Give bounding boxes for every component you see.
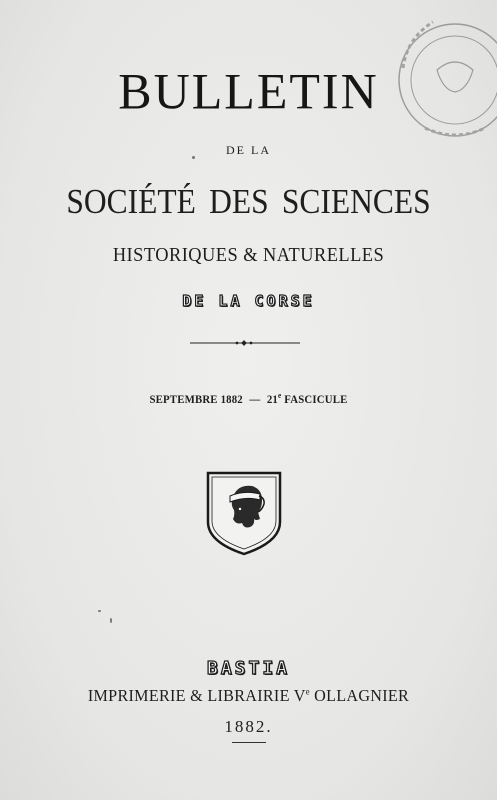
- imprint-printer: [12, 686, 484, 706]
- cover-title: BULLETIN: [118, 62, 379, 120]
- year-underline: [232, 742, 266, 743]
- issue-line: [25, 391, 472, 407]
- imprint-year: 1882.: [224, 717, 273, 736]
- issue-number-sup: e: [278, 391, 282, 400]
- paper-speck: [192, 156, 195, 159]
- cover-region: DE LA CORSE: [182, 292, 315, 310]
- moor-head-crest-icon: [205, 470, 283, 556]
- issue-dash: —: [249, 392, 261, 406]
- cover-de-la: DE LA: [226, 143, 271, 157]
- issue-number: 21: [266, 392, 279, 406]
- cover-societe: SOCIÉTÉ DES SCIENCES: [66, 182, 431, 221]
- ornament-rule-icon: [190, 340, 300, 346]
- cover-subtitle: HISTORIQUES & NATURELLES: [112, 244, 385, 266]
- issue-date: SEPTEMBRE 1882: [149, 392, 243, 406]
- paper-speck: [110, 618, 112, 623]
- printer-prefix: IMPRIMERIE & LIBRAIRIE V: [87, 686, 306, 705]
- printer-sup: e: [305, 686, 310, 697]
- issue-label: FASCICULE: [284, 392, 348, 406]
- imprint-city: BASTIA: [206, 658, 291, 679]
- printer-name: OLLAGNIER: [314, 686, 410, 705]
- paper-speck: [98, 610, 101, 612]
